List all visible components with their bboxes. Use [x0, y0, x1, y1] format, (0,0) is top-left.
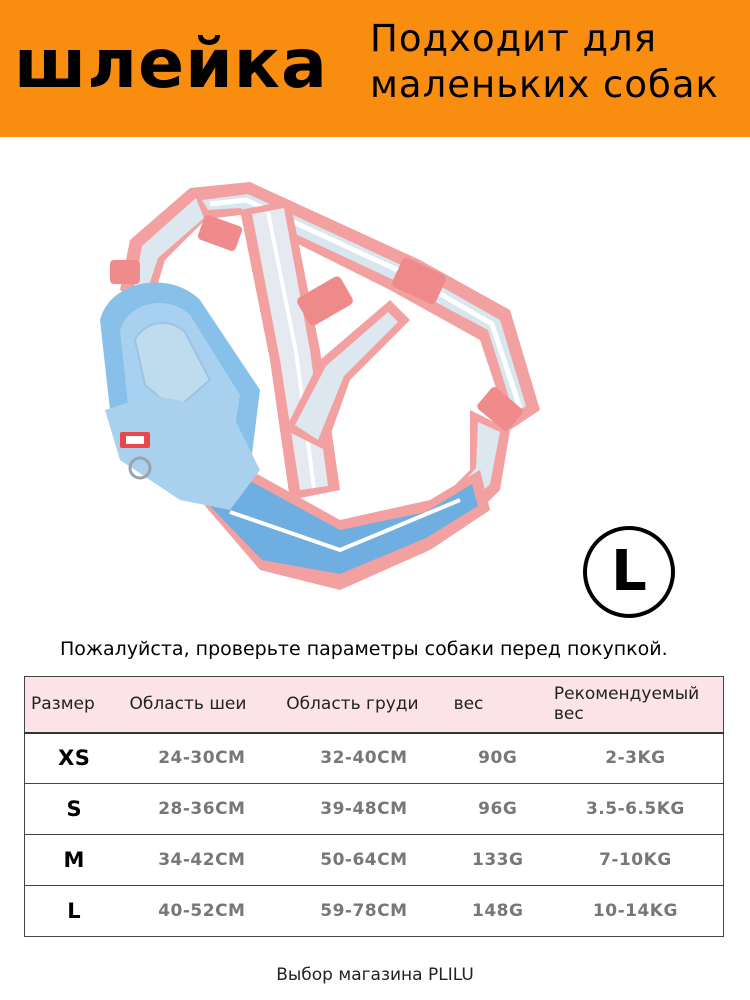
column-header-weight: вес [448, 677, 548, 733]
table-row [25, 733, 724, 784]
recommended-weight-cell: 2-3KG [548, 733, 724, 784]
size-cell: S [25, 784, 124, 835]
chest-cell: 59-78CM [280, 886, 447, 937]
banner-subtitle [370, 16, 719, 108]
chest-cell: 32-40CM [280, 733, 447, 784]
neck-cell: 34-42CM [124, 835, 281, 886]
column-header-recommended-weight: Рекомендуемый вес [548, 677, 724, 733]
weight-cell: 96G [448, 784, 548, 835]
size-table [24, 676, 724, 937]
table-row [25, 886, 724, 937]
title-banner [0, 0, 750, 137]
recommended-weight-cell: 10-14KG [548, 886, 724, 937]
neck-cell: 24-30CM [124, 733, 281, 784]
banner-subtitle-line1: Подходит для [370, 17, 658, 60]
table-row [25, 835, 724, 886]
banner-subtitle-line2: маленьких собак [370, 63, 719, 106]
size-cell: L [25, 886, 124, 937]
column-header-neck: Область шеи [124, 677, 281, 733]
dog-harness-image [90, 170, 560, 610]
weight-cell: 90G [448, 733, 548, 784]
table-row [25, 784, 724, 835]
chest-cell: 39-48CM [280, 784, 447, 835]
column-header-chest: Область груди [280, 677, 447, 733]
chest-cell: 50-64CM [280, 835, 447, 886]
recommended-weight-cell: 7-10KG [548, 835, 724, 886]
store-footer: Выбор магазина PLILU [276, 965, 474, 985]
banner-title: шлейка [14, 25, 328, 104]
size-badge [583, 526, 675, 618]
notice-text: Пожалуйста, проверьте параметры собаки перед покупкой. [60, 638, 668, 660]
weight-cell: 148G [448, 886, 548, 937]
size-badge-label: L [611, 539, 647, 604]
size-cell: M [25, 835, 124, 886]
table-header-row [25, 677, 724, 733]
size-cell: XS [25, 733, 124, 784]
neck-cell: 40-52CM [124, 886, 281, 937]
column-header-size: Размер [25, 677, 124, 733]
neck-cell: 28-36CM [124, 784, 281, 835]
recommended-weight-cell: 3.5-6.5KG [548, 784, 724, 835]
weight-cell: 133G [448, 835, 548, 886]
